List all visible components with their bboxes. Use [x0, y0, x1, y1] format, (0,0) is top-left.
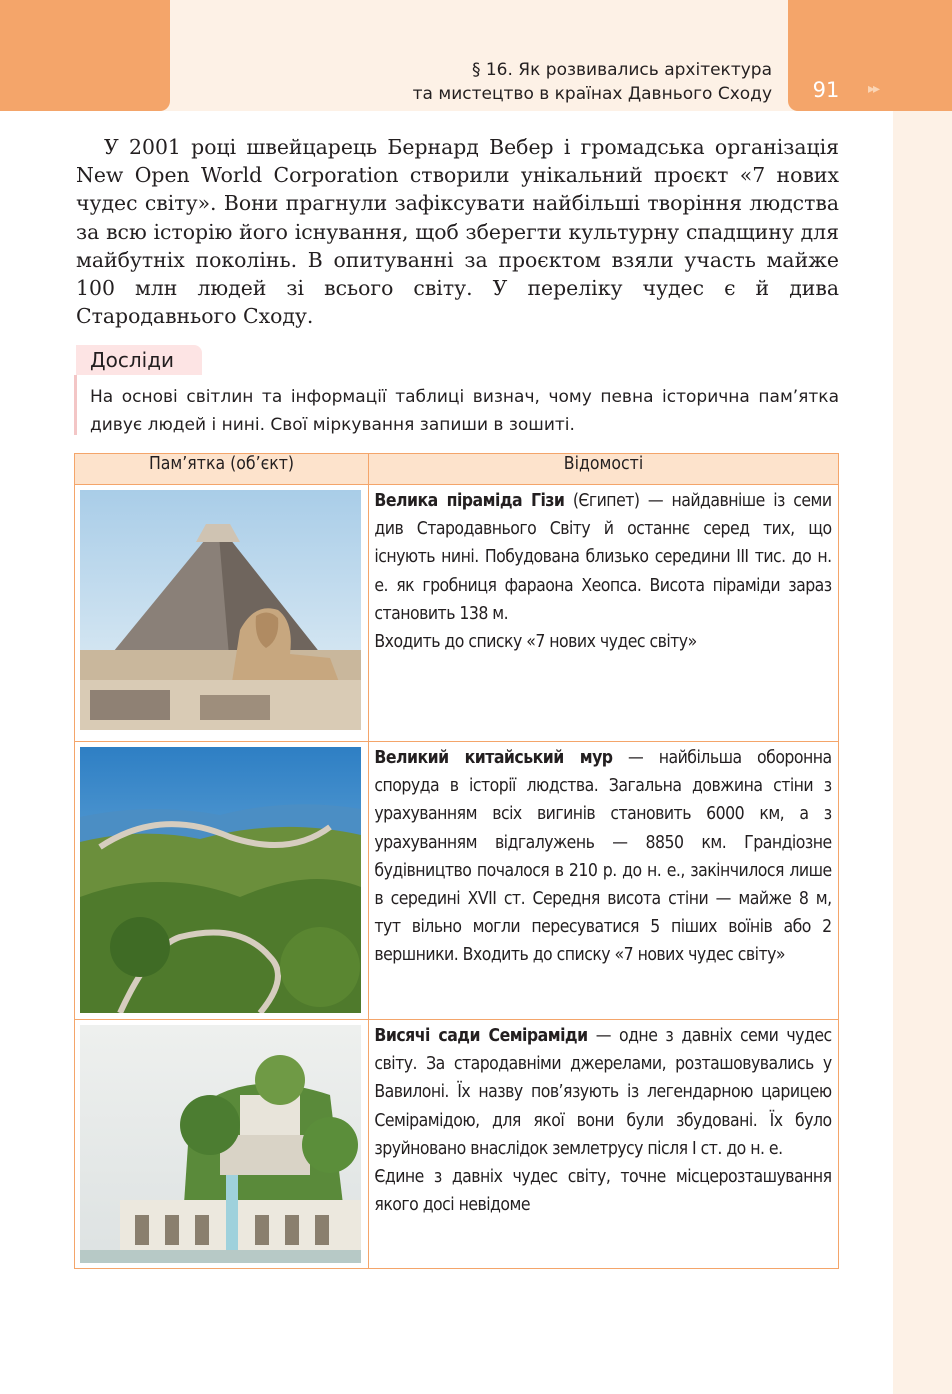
monument-info-cell	[369, 485, 839, 742]
monument-description	[369, 742, 837, 970]
table-row	[75, 485, 839, 742]
monument-image-cell	[75, 485, 369, 742]
monument-image-cell	[75, 1020, 369, 1269]
research-sidebar-line	[74, 375, 77, 435]
monument-info-cell	[369, 742, 839, 1020]
intro-paragraph: У 2001 році швейцарець Бернард Вебер і громадська організація New Open World Corporation створили унікальний проєкт «7 нових чудес світу». Вони прагнули зафіксувати найбільші творіння людства за всю історію його існування, щоб зберегти культурну спадщину для майбутніх поколінь. В опитуванні за проєктом взяли участь майже 100 млн людей зі всього світу. У переліку чудес є й дива Стародавнього Сходу.	[76, 135, 839, 329]
page-margin-strip	[893, 111, 952, 1394]
monument-name: Висячі сади Семіраміди	[374, 1026, 588, 1046]
monument-name: Великий китайський мур	[374, 748, 613, 768]
monument-extra: Входить до списку «7 нових чудес світу»	[374, 632, 697, 653]
header-monument: Пам’ятка (об’єкт)	[75, 454, 369, 485]
table-row	[75, 742, 839, 1020]
monument-text: (Єгипет) — найдавніше із семи див Стародавнього Світу й останнє серед тих, що існують нині. Побудована близько середини ІІІ тис. до н. е. як гробниця фараона Хеопса. Висота піраміди зараз становить 138 м.	[374, 491, 832, 624]
section-title	[380, 58, 772, 106]
section-title-line2: та мистецтво в країнах Давнього Сходу	[412, 84, 772, 104]
page-number: 91	[812, 78, 840, 102]
monument-image-cell	[75, 742, 369, 1020]
research-label: Досліди	[90, 348, 175, 372]
hanging-gardens-image	[80, 1025, 361, 1263]
header-orange-block-left	[0, 0, 170, 111]
monument-description	[369, 1020, 837, 1219]
pyramid-sphinx-image	[80, 490, 361, 730]
table-header-row	[75, 454, 839, 485]
section-title-line1: § 16. Як розвивались архітектура	[471, 60, 772, 80]
monuments-table	[74, 453, 839, 1269]
monument-text: — найбільша оборонна споруда в історії людства. Загальна довжина стіни з урахуванням всіх вигинів становить 6000 км, а з урахуванням відгалужень — 8850 км. Грандіозне будівництво почалося в 210 р. до н. е., закінчилося лише в середині XVII ст. Середня висота стіни — майже 8 м, тут вільно могли пересуватися 5 піших воїнів або 2 вершники. Входить до списку «7 нових чудес світу»	[374, 748, 832, 966]
monument-extra: Єдине з давніх чудес світу, точне місцерозташування якого досі невідоме	[374, 1167, 832, 1216]
monument-name: Велика піраміда Гізи	[374, 491, 565, 511]
monument-description	[369, 485, 837, 656]
table-row	[75, 1020, 839, 1269]
great-wall-image	[80, 747, 361, 1013]
research-task-text: На основі світлин та інформації таблиці визнач, чому певна історична пам’ятка дивує людей і нині. Свої міркування запиши в зошиті.	[90, 387, 839, 435]
header-info: Відомості	[369, 454, 839, 485]
monument-text: — одне з давніх семи чудес світу. За стародавніми джерелами, розташовувались у Вавилоні. Їх назву пов’язують із легендарною царицею Семірамідою, для якої вони були збудовані. Їх було зруйновано внаслідок землетрусу після І ст. до н. е.	[374, 1026, 832, 1159]
next-page-arrows-icon: ▸▸	[868, 81, 879, 97]
monument-info-cell	[369, 1020, 839, 1269]
